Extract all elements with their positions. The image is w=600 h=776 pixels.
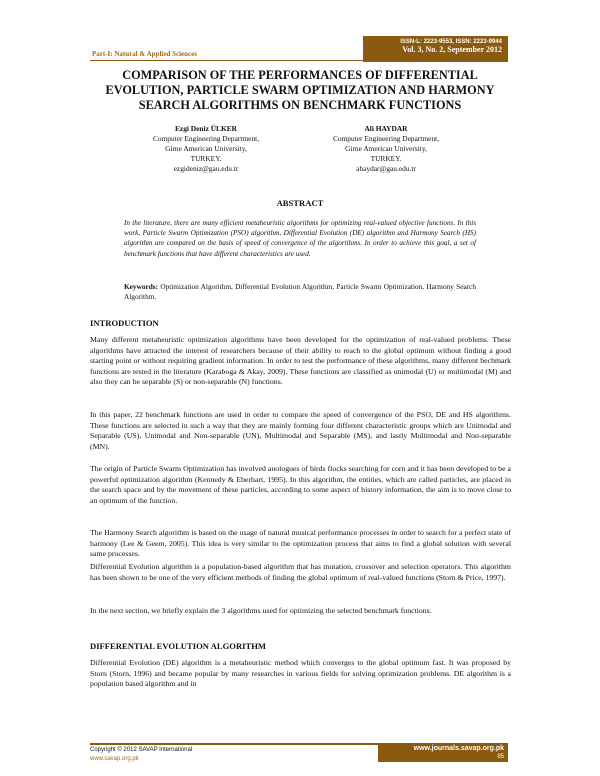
de-paragraph: Differential Evolution (DE) algorithm is a metaheuristic method which converges to the global optimum fast. It was proposed by Storn (Storn, 1996) and became popular by many researches in various fields for solving optimization problems. DE algorithm is a population based algorithm and in: [90, 658, 511, 689]
author-country: TURKEY.: [370, 154, 402, 163]
intro-paragraph-2: In this paper, 22 benchmark functions are used in order to compare the speed of convergence of the PSO, DE and HS algorithms. These functions are selected in such a way that they are mainly forming four different characteristic groups which are Unimodal and Separable (US), Unimodal and Non-separable (UN), Multimodal and Separable (MS), and lastly Multimodal and Non-separable (MN).: [90, 410, 511, 451]
header-divider: [90, 60, 508, 61]
footer-right-box: [378, 744, 508, 762]
keywords-text: Optimization Algorithm, Differential Evolution Algorithm, Particle Swarm Optimization, Harmony Search Algorithm.: [124, 282, 477, 301]
author-2: [306, 124, 466, 174]
issn-text: ISSN-L: 2223-9553, ISSN: 2223-9944: [400, 39, 502, 45]
author-name: Ali HAYDAR: [364, 124, 408, 133]
author-name: Ezgi Deniz ÜLKER: [175, 124, 237, 133]
author-country: TURKEY.: [190, 154, 222, 163]
author-dept: Computer Engineering Department,: [332, 134, 440, 143]
intro-heading: INTRODUCTION: [90, 318, 159, 328]
paper-title: COMPARISON OF THE PERFORMANCES OF DIFFERENTIAL EVOLUTION, PARTICLE SWARM OPTIMIZATION AND HARMONY SEARCH ALGORITHMS ON BENCHMARK FUNCTIONS: [105, 68, 495, 112]
intro-paragraph-4: The Harmony Search algorithm is based on the usage of natural musical performance processes in order to search for a perfect state of harmony (Lee & Geem, 2005). This idea is very similar to the optimization process that aims to find a global solution with several same processes.: [90, 528, 511, 559]
page-number: 85: [497, 754, 504, 760]
author-univ: Girne American University,: [165, 144, 247, 153]
publisher-link[interactable]: www.savap.org.pk: [90, 756, 139, 762]
intro-paragraph-5: Differential Evolution algorithm is a population-based algorithm that has mutation, crossover and selection operators. This algorithm has been shown to be one of the very efficient methods of finding the global optimum of real-valued functions (Storn & Price, 1997).: [90, 562, 511, 582]
journal-link[interactable]: www.journals.savap.org.pk: [413, 745, 504, 752]
intro-paragraph-3: The origin of Particle Swarm Optimization has involved anologues of birds flocks searching for corn and it has been developed to be a powerful optimization algorithm (Kennedy & Eberhart, 1995). In this algorithm, the entities, which are called particles, are placed in the search space and by the movement of these particles, according to some aspect of history information, the aim is to move close to an optimum of the function.: [90, 464, 511, 505]
journal-part-label: Part-I: Natural & Applied Sciences: [92, 50, 197, 58]
footer-left: [90, 746, 192, 764]
intro-paragraph-1: Many different metaheuristic optimization algorithms have been developed for the optimization of real-valued problems. These algorithms have attracted the interest of researchers because of their ability to reach to the global optimum without finding a good starting point or without requiring gradient information. In order to test the performance of these algorithms, many different bechmark functions are tested in the literature (Karaboga & Akay, 2009). These functions are classified as unimodal (U) or multimodal (M) and also they can be separable (S) or non-separable (N) functions.: [90, 335, 511, 387]
keywords: [124, 282, 476, 302]
volume-text: Vol. 3, No. 2, September 2012: [402, 45, 502, 54]
abstract-heading: ABSTRACT: [276, 198, 324, 208]
author-email: ezgideniz@gau.edu.tr: [173, 164, 239, 173]
author-email: ahaydar@gau.edu.tr: [356, 164, 416, 173]
keywords-label: Keywords:: [124, 282, 159, 291]
copyright-text: Copyright © 2012 SAVAP International: [90, 747, 193, 753]
author-1: [126, 124, 286, 174]
de-heading: DIFFERENTIAL EVOLUTION ALGORITHM: [90, 641, 267, 651]
intro-paragraph-6: In the next section, we briefly explain the 3 algorithms used for optimizing the selected benchmark functions.: [90, 606, 432, 615]
author-univ: Girne American University,: [345, 144, 427, 153]
abstract-text: In the literature, there are many efficient metaheuristic algorithms for optimizing real-valued objective functions. In this work, Particle Swarm Optimization (PSO) algorithm, Differential Evolution (DE) algorithm and Harmony Search (HS) algorithm are compared on the basis of speed of convergence of the algorithms. In order to achieve this goal, a set of benchmark functions that have different characteristics are used.: [124, 219, 476, 258]
journal-issue-box: [363, 36, 508, 62]
author-dept: Computer Engineering Department,: [152, 134, 260, 143]
